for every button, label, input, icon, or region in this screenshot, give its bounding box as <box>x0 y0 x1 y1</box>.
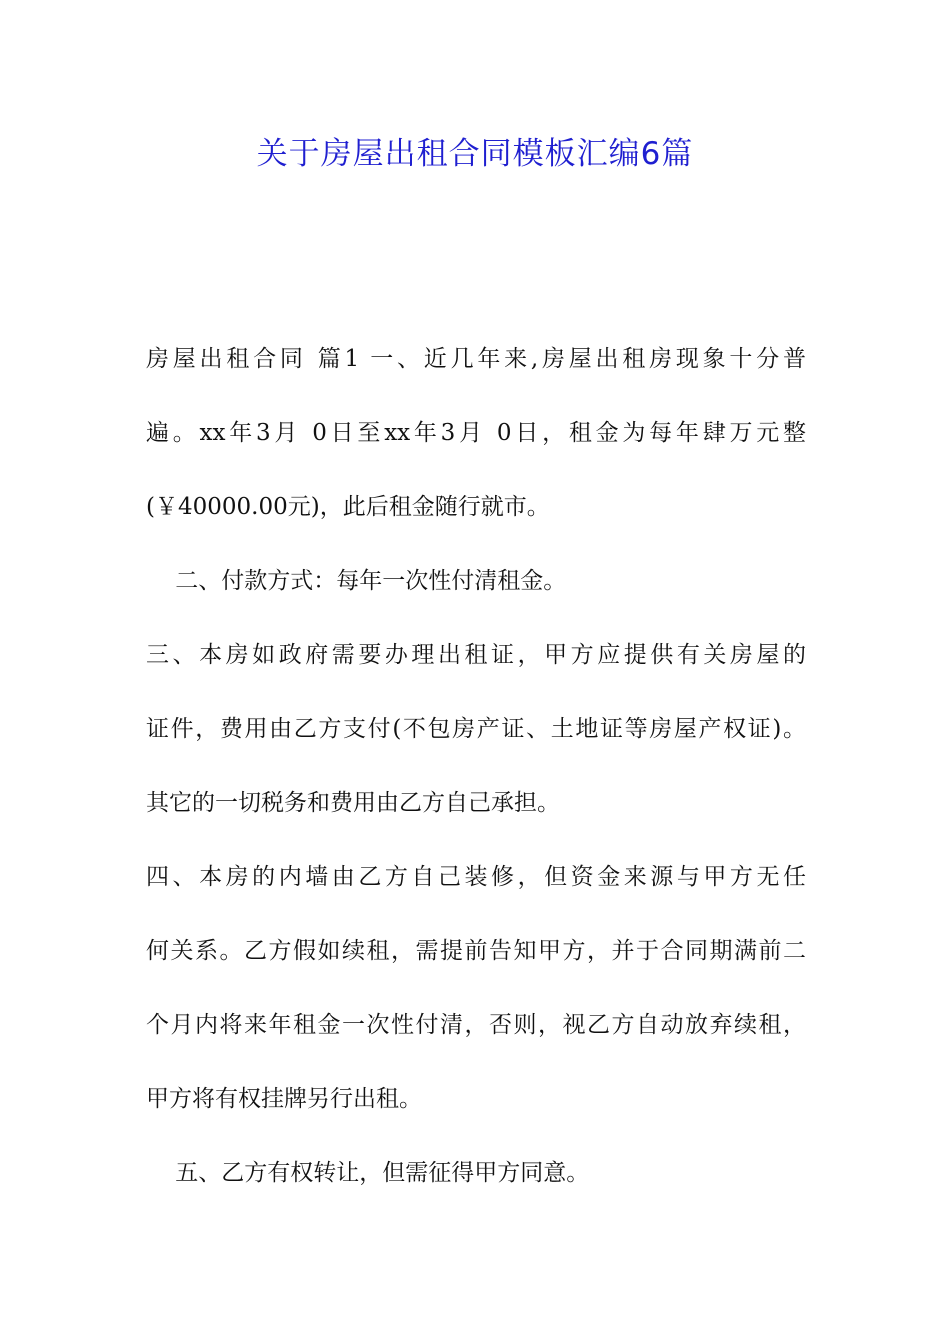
body-line: 证件，费用由乙方支付(不包房产证、土地证等房屋产权证)。 <box>146 716 806 742</box>
body-line: 何关系。乙方假如续租，需提前告知甲方，并于合同期满前二 <box>146 938 806 964</box>
body-line: 四、本房的内墙由乙方自己装修，但资金来源与甲方无任 <box>146 864 806 890</box>
body-line: 三、本房如政府需要办理出租证，甲方应提供有关房屋的 <box>146 642 806 668</box>
body-line: (￥40000.00元)，此后租金随行就市。 <box>146 494 550 520</box>
body-line: 其它的一切税务和费用由乙方自己承担。 <box>146 790 560 816</box>
body-line: 遍。xx年3月 0日至xx年3月 0日，租金为每年肆万元整 <box>146 420 806 446</box>
body-line: 甲方将有权挂牌另行出租。 <box>146 1086 422 1112</box>
body-line: 二、付款方式：每年一次性付清租金。 <box>146 568 567 594</box>
document-title: 关于房屋出租合同模板汇编6篇 <box>256 136 694 172</box>
body-line: 个月内将来年租金一次性付清，否则，视乙方自动放弃续租， <box>146 1012 806 1038</box>
body-line: 五、乙方有权转让，但需征得甲方同意。 <box>146 1160 590 1186</box>
body-line: 房屋出租合同 篇1 一、近几年来,房屋出租房现象十分普 <box>146 346 806 372</box>
document-body <box>146 322 806 1210</box>
